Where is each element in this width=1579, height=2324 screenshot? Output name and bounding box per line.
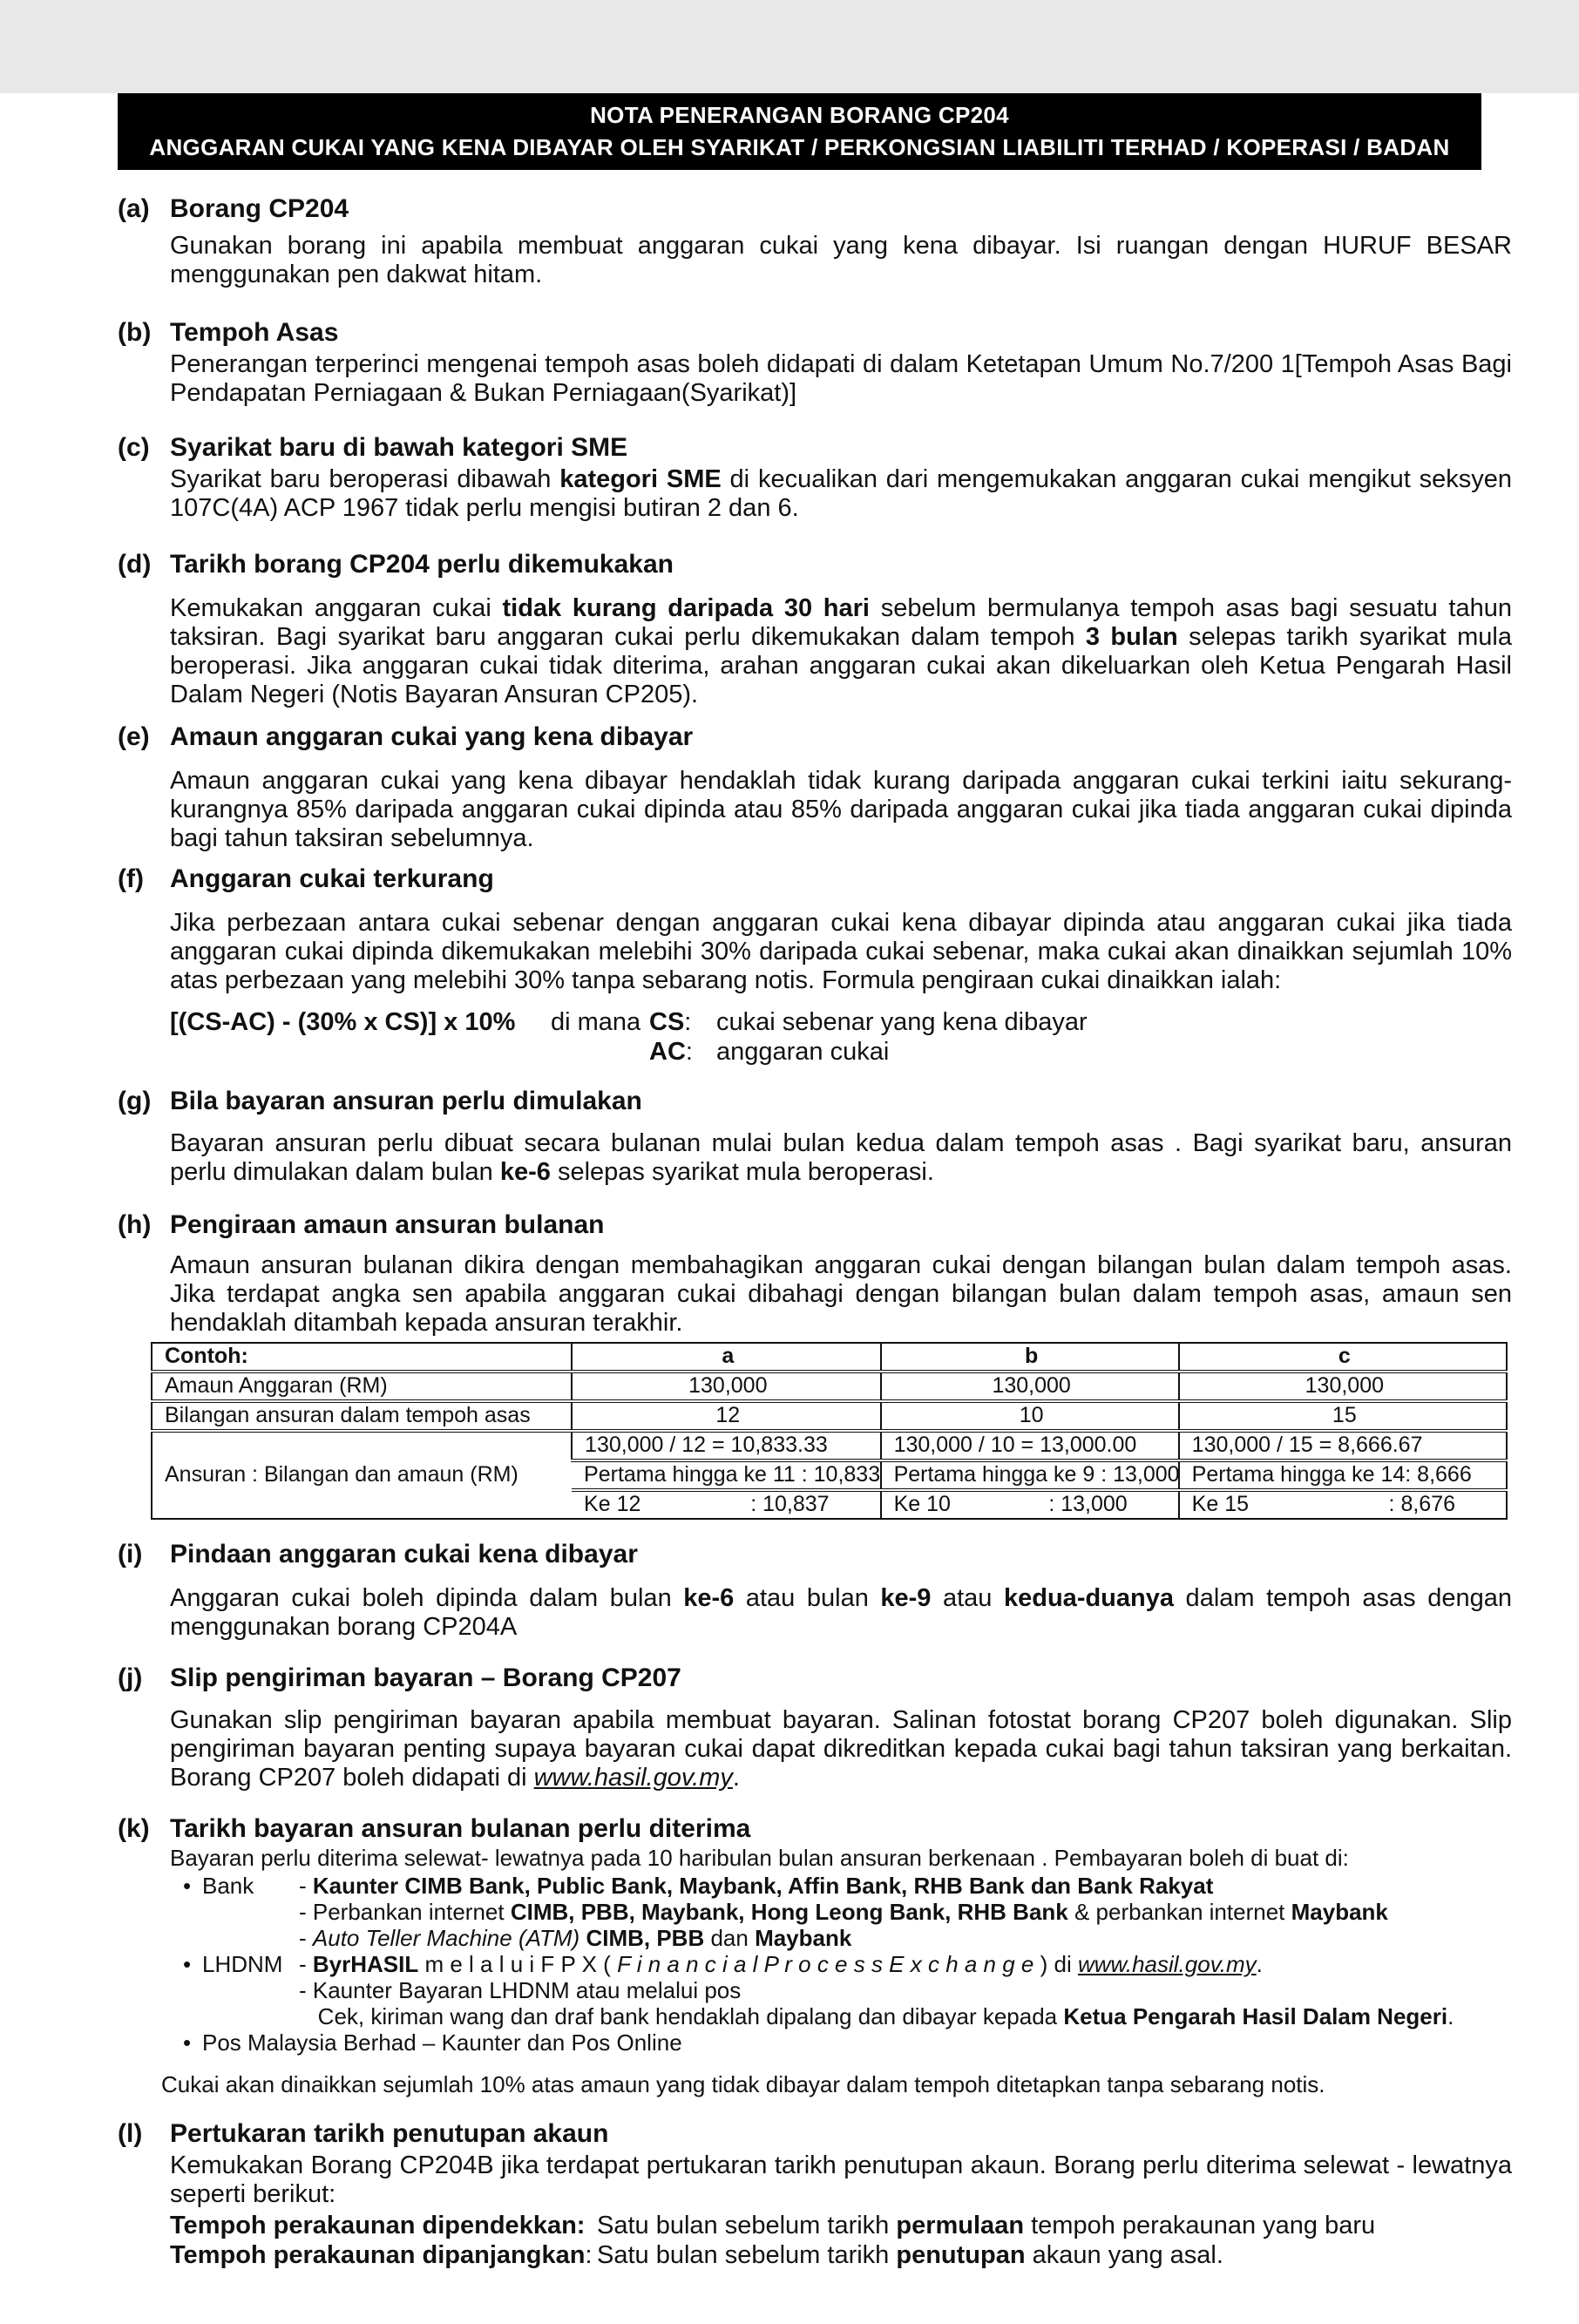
text-segment: Gunakan borang ini apabila membuat anggaran cukai yang kena dibayar. Isi ruangan dengan HURUF BESAR menggunakan pen dakwat hitam. — [170, 232, 1512, 288]
section-c-title: Syarikat baru di bawah kategori SME — [170, 433, 628, 462]
text-segment: ke-6 — [683, 1584, 735, 1612]
text-segment: Ketua Pengarah Hasil Dalam Negeri — [1063, 2003, 1448, 2029]
text-segment: Maybank — [755, 1925, 852, 1951]
table-header-a: a — [572, 1343, 881, 1372]
text-segment: : — [585, 2241, 593, 2269]
section-a-title: Borang CP204 — [170, 194, 349, 223]
table-header-c: c — [1179, 1343, 1507, 1372]
section-k-title: Tarikh bayaran ansuran bulanan perlu diterima — [170, 1814, 751, 1843]
text-segment: permulaan — [896, 2212, 1025, 2239]
penalty-formula — [170, 1007, 1512, 1067]
hasil-gov-my-link[interactable]: www.hasil.gov.my — [1077, 1951, 1257, 1977]
cell-pertama-c: Pertama hingga ke 14: 8,666 — [1179, 1460, 1507, 1490]
text-segment: : — [684, 1008, 692, 1036]
lhdnm-item-cek — [299, 2003, 1512, 2029]
text-segment: Jika perbezaan antara cukai sebenar dengan anggaran cukai kena dibayar dipinda atau anggaran cukai jika tiada anggaran cukai dipinda dikemukakan melebihi 30% daripada cukai sebenar, maka cukai akan dinaikkan sejumlah 10% atas perbezaan yang melebihi 30% tanpa sebarang notis. Formula pengiraan cukai dinaikkan ialah: — [170, 909, 1512, 994]
table-row-bilangan — [152, 1401, 1507, 1431]
text-segment: Tempoh perakaunan dipendekkan: — [170, 2212, 586, 2239]
section-i-letter: (i) — [118, 1540, 143, 1569]
text-segment: tempoh perakaunan yang baru — [1024, 2212, 1376, 2239]
cell-amaun-c: 130,000 — [1179, 1372, 1507, 1401]
table-header-b: b — [881, 1343, 1179, 1372]
text-segment: selepas syarikat mula beroperasi. — [550, 1158, 934, 1186]
bullet-icon: • — [183, 1951, 192, 1977]
text-segment: - Perbankan internet — [299, 1899, 511, 1925]
section-l-letter: (l) — [118, 2119, 143, 2148]
payment-channel-list — [170, 1873, 1512, 2056]
cell-amaun-b: 130,000 — [881, 1372, 1179, 1401]
formula-cs-label — [649, 1007, 716, 1037]
text-segment: atau bulan — [734, 1584, 881, 1612]
formula-expression: [(CS-AC) - (30% x CS)] x 10% — [170, 1008, 516, 1036]
text-segment: Bayaran ansuran perlu dibuat secara bulanan mulai bulan kedua dalam tempoh asas . Bagi syarikat baru, ansuran perlu dimulakan dalam bulan — [170, 1129, 1512, 1186]
text-segment: kategori SME — [559, 465, 722, 493]
text-segment: ke-9 — [880, 1584, 932, 1612]
section-b — [87, 317, 1512, 408]
text-segment: Kemukakan anggaran cukai — [170, 594, 503, 622]
section-g — [87, 1086, 1512, 1187]
cell-bilangan-a: 12 — [572, 1401, 881, 1431]
table-header-row — [152, 1343, 1507, 1372]
section-e — [87, 722, 1512, 853]
cell-division-b: 130,000 / 10 = 13,000.00 — [881, 1431, 1179, 1460]
text-segment: . — [1447, 2003, 1454, 2029]
row-label: Bilangan ansuran dalam tempoh asas — [152, 1401, 572, 1431]
rule-dipendekkan-label — [170, 2211, 597, 2240]
section-k-letter: (k) — [118, 1814, 150, 1843]
text-segment: - — [299, 1873, 313, 1899]
formula-ac-row — [649, 1037, 1512, 1067]
text-segment: kedua-duanya — [1004, 1584, 1174, 1612]
table-header-contoh: Contoh: — [165, 1344, 248, 1368]
section-f-paragraph — [170, 909, 1512, 995]
formula-ac-definition: anggaran cukai — [716, 1038, 890, 1066]
section-f — [87, 864, 1512, 1067]
rule-dipendekkan-definition — [597, 2211, 1512, 2240]
rule-dipanjangkan-label — [170, 2240, 597, 2270]
cell-pertama-a: Pertama hingga ke 11 : 10,833 — [572, 1460, 881, 1490]
table-row-division — [152, 1431, 1507, 1460]
section-h-paragraph — [170, 1251, 1512, 1338]
section-k-intro: Bayaran perlu diterima selewat- lewatnya pada 10 haribulan bulan ansuran berkenaan . Pembayaran boleh di buat di: — [170, 1845, 1349, 1871]
text-segment: ByrHASIL — [312, 1951, 419, 1977]
section-a-paragraph — [170, 232, 1512, 289]
section-g-paragraph — [170, 1129, 1512, 1187]
cell-pertama-b: Pertama hingga ke 9 : 13,000 — [881, 1460, 1179, 1490]
section-g-letter: (g) — [118, 1087, 152, 1115]
section-c-paragraph — [170, 465, 1512, 523]
pos-malaysia-item: Pos Malaysia Berhad – Kaunter dan Pos Online — [202, 2029, 682, 2056]
text-segment: Syarikat baru beroperasi dibawah — [170, 465, 560, 493]
text-segment: - — [299, 1951, 313, 1977]
text-segment: atau — [931, 1584, 1004, 1612]
rule-dipendekkan — [170, 2211, 1512, 2240]
section-b-title: Tempoh Asas — [170, 318, 339, 347]
text-segment: CIMB, PBB — [586, 1925, 705, 1951]
section-c-letter: (c) — [118, 433, 150, 462]
text-segment: Gunakan slip pengiriman bayaran apabila membuat bayaran. Salinan fotostat borang CP207 boleh digunakan. Slip pengiriman bayaran penting supaya bayaran cukai dapat dikreditkan kepada cukai bagi tahun taksiran yang berkaitan. Borang CP207 boleh didapati di — [170, 1706, 1512, 1792]
section-b-letter: (b) — [118, 318, 152, 347]
cell-amaun-a: 130,000 — [572, 1372, 881, 1401]
section-h — [87, 1209, 1512, 1520]
section-j-title: Slip pengiriman bayaran – Borang CP207 — [170, 1663, 681, 1692]
cell-division-c: 130,000 / 15 = 8,666.67 — [1179, 1431, 1507, 1460]
text-segment: - Kaunter Bayaran LHDNM atau melalui pos — [299, 1977, 742, 2003]
section-a-letter: (a) — [118, 194, 150, 223]
section-i-paragraph — [170, 1584, 1512, 1642]
text-segment: sebelum bermulanya tempoh asas bagi sesuatu tahun taksiran. Bagi syarikat baru anggaran cukai perlu dikemukakan dalam tempoh — [170, 594, 1512, 651]
section-j-letter: (j) — [118, 1663, 143, 1692]
text-segment: Amaun anggaran cukai yang kena dibayar hendaklah tidak kurang daripada anggaran cukai terkini iaitu sekurang-kurangnya 85% daripada anggaran cukai dipinda atau 85% daripada anggaran cukai jika tiada anggaran cukai dipinda bagi tahun taksiran sebelumnya. — [170, 767, 1512, 852]
banner-title-line2: ANGGARAN CUKAI YANG KENA DIBAYAR OLEH SYARIKAT / PERKONGSIAN LIABILITI TERHAD / KOPERASI / BADAN AMANAH — [149, 134, 1450, 193]
cell-bilangan-c: 15 — [1179, 1401, 1507, 1431]
text-segment: Maybank — [1291, 1899, 1388, 1925]
section-l-title: Pertukaran tarikh penutupan akaun — [170, 2119, 609, 2148]
bank-item-internet-banking — [299, 1899, 1512, 1925]
lhdnm-item-byrhasil — [299, 1951, 1512, 1977]
accounting-period-rules — [170, 2211, 1512, 2270]
cell-ke-b: Ke 10 : 13,000 — [881, 1490, 1179, 1519]
text-segment: ke-6 — [499, 1158, 551, 1186]
rule-dipanjangkan — [170, 2240, 1512, 2270]
section-h-letter: (h) — [118, 1210, 152, 1239]
text-segment: Amaun ansuran bulanan dikira dengan membahagikan anggaran cukai dengan bilangan bulan dalam tempoh asas. Jika terdapat angka sen apabila anggaran cukai dibahagi dengan bilangan bulan dalam tempoh asas, amaun sen hendaklah ditambah kepada ansuran terakhir. — [170, 1251, 1512, 1337]
section-a — [87, 193, 1512, 289]
text-segment: Kemukakan Borang CP204B jika terdapat pertukaran tarikh penutupan akaun. Borang perlu diterima selewat - lewatnya seperti berikut: — [170, 2151, 1512, 2208]
text-segment: F i n a n c i a l P r o c e s s E x c h a n g e — [617, 1951, 1034, 1977]
text-segment: di kecualikan dari mengemukakan anggaran cukai mengikut seksyen 107C(4A) ACP 1967 tidak perlu mengisi butiran 2 dan 6. — [170, 465, 1512, 522]
installment-example-table — [151, 1342, 1508, 1520]
formula-dimana-label: di mana — [551, 1008, 641, 1036]
rule-dipanjangkan-definition — [597, 2240, 1512, 2270]
bullet-icon: • — [183, 2029, 192, 2056]
section-h-title: Pengiraan amaun ansuran bulanan — [170, 1210, 605, 1239]
hasil-gov-my-link[interactable]: www.hasil.gov.my — [533, 1764, 733, 1792]
section-e-letter: (e) — [118, 722, 150, 751]
text-segment: akaun yang asal. — [1025, 2241, 1223, 2269]
text-segment: CIMB, PBB, Maybank, Hong Leong Bank, RHB Bank — [510, 1899, 1068, 1925]
formula-cs-definition: cukai sebenar yang kena dibayar — [716, 1008, 1088, 1036]
banner-title-line1: NOTA PENERANGAN BORANG CP204 — [590, 102, 1009, 128]
text-segment: penutupan — [896, 2241, 1026, 2269]
bullet-icon: • — [183, 1873, 192, 1899]
text-segment: Satu bulan sebelum tarikh — [597, 2212, 897, 2239]
text-segment: & perbankan internet — [1067, 1899, 1291, 1925]
text-segment: AC — [649, 1038, 686, 1066]
section-k — [87, 1813, 1512, 2097]
bank-item-counters — [299, 1873, 1512, 1899]
section-i-title: Pindaan anggaran cukai kena dibayar — [170, 1540, 638, 1569]
section-j — [87, 1663, 1512, 1792]
row-label: Amaun Anggaran (RM) — [152, 1372, 572, 1401]
text-segment: Satu bulan sebelum tarikh — [597, 2241, 897, 2269]
cell-ke-a: Ke 12 : 10,837 — [572, 1490, 881, 1519]
text-segment: Tempoh perakaunan dipanjangkan — [170, 2241, 586, 2269]
section-e-title: Amaun anggaran cukai yang kena dibayar — [170, 722, 694, 751]
bullet-lhdnm — [170, 1951, 1512, 2029]
text-segment: . — [732, 1764, 740, 1792]
section-e-paragraph — [170, 767, 1512, 853]
late-payment-note: Cukai akan dinaikkan sejumlah 10% atas amaun yang tidak dibayar dalam tempoh ditetapkan tanpa sebarang notis. — [161, 2071, 1325, 2097]
text-segment: 3 bulan — [1085, 623, 1178, 651]
text-segment: CS — [649, 1008, 685, 1036]
section-d-paragraph — [170, 594, 1512, 709]
bullet-pos-malaysia — [170, 2029, 1512, 2056]
bank-item-atm — [299, 1925, 1512, 1951]
section-d — [87, 549, 1512, 709]
text-segment: Cek, kiriman wang dan draf bank hendaklah dipalang dan dibayar kepada — [299, 2003, 1064, 2029]
lhdnm-label: LHDNM — [202, 1951, 283, 1977]
cell-division-a: 130,000 / 12 = 10,833.33 — [572, 1431, 881, 1460]
text-segment: - — [299, 1925, 313, 1951]
section-l — [87, 2118, 1512, 2270]
section-i — [87, 1539, 1512, 1642]
document-page — [0, 93, 1579, 2324]
section-f-letter: (f) — [118, 864, 144, 893]
bullet-bank — [170, 1873, 1512, 1951]
section-f-title: Anggaran cukai terkurang — [170, 864, 494, 893]
cell-bilangan-b: 10 — [881, 1401, 1179, 1431]
section-b-paragraph — [170, 350, 1512, 408]
text-segment: Penerangan terperinci mengenai tempoh asas boleh didapati di dalam Ketetapan Umum No.7/200 1[Tempoh Asas Bagi Pendapatan Perniagaan & Bukan Perniagaan(Syarikat)] — [170, 350, 1512, 407]
cell-ke-c: Ke 15 : 8,676 — [1179, 1490, 1507, 1519]
text-segment: Anggaran cukai boleh dipinda dalam bulan — [170, 1584, 684, 1612]
lhdnm-item-kaunter-pos — [299, 1977, 1512, 2003]
section-g-title: Bila bayaran ansuran perlu dimulakan — [170, 1087, 642, 1115]
section-c — [87, 432, 1512, 523]
section-d-title: Tarikh borang CP204 perlu dikemukakan — [170, 550, 674, 579]
text-segment: Auto Teller Machine (ATM) — [312, 1925, 580, 1951]
formula-cs-row — [649, 1007, 1512, 1037]
document-header-banner — [118, 93, 1481, 193]
text-segment: . — [1256, 1951, 1263, 1977]
table-row-amaun — [152, 1372, 1507, 1401]
section-l-paragraph — [170, 2151, 1512, 2209]
formula-ac-label — [649, 1037, 716, 1067]
row-label-ansuran: Ansuran : Bilangan dan amaun (RM) — [152, 1431, 572, 1519]
text-segment: Kaunter CIMB Bank, Public Bank, Maybank, Affin Bank, RHB Bank dan Bank Rakyat — [312, 1873, 1214, 1899]
section-j-paragraph — [170, 1706, 1512, 1792]
text-segment: ) di — [1033, 1951, 1078, 1977]
text-segment: : — [685, 1038, 693, 1066]
text-segment: dalam tempoh asas dengan menggunakan borang CP204A — [170, 1584, 1512, 1641]
bank-label: Bank — [202, 1873, 254, 1899]
section-d-letter: (d) — [118, 550, 152, 579]
text-segment: dan — [704, 1925, 756, 1951]
text-segment: selepas tarikh syarikat mula beroperasi. Jika anggaran cukai tidak diterima, arahan anggaran cukai akan dikeluarkan oleh Ketua Pengarah Hasil Dalam Negeri (Notis Bayaran Ansuran CP205). — [170, 623, 1512, 708]
text-segment: m e l a l u i F P X ( — [418, 1951, 618, 1977]
text-segment: tidak kurang daripada 30 hari — [502, 594, 870, 622]
